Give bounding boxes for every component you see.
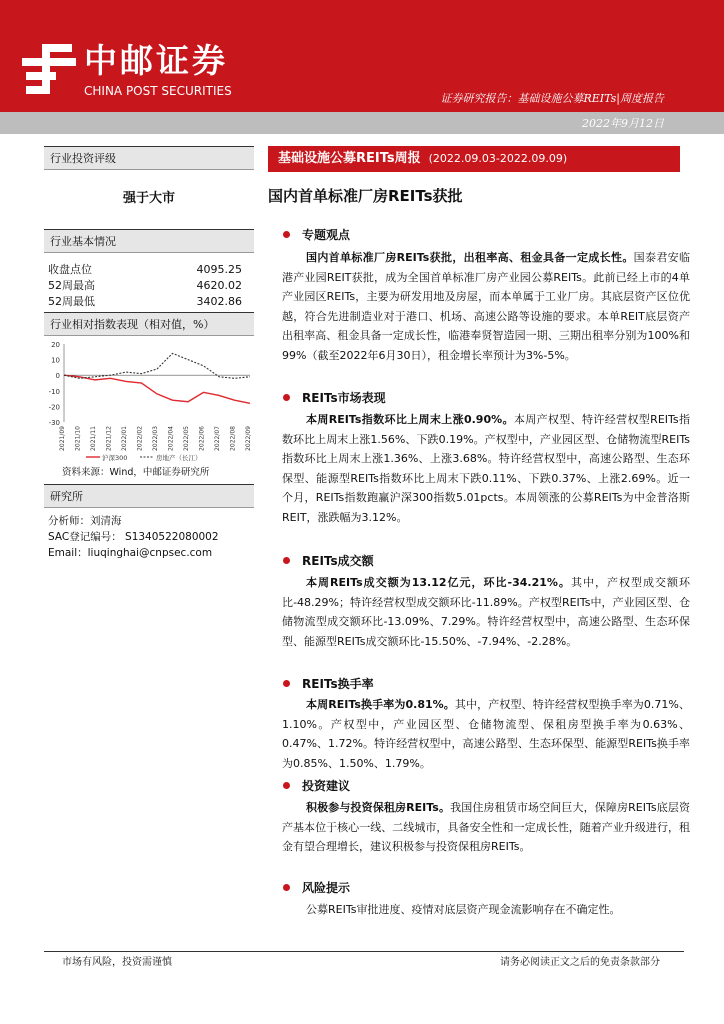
rating-value: 强于大市 xyxy=(122,191,175,206)
report-period: (2022.09.03-2022.09.09) xyxy=(428,152,568,165)
footer-divider xyxy=(44,951,684,952)
chart-source: 资料来源：Wind，中邮证券研究所 xyxy=(62,467,210,478)
brand-name-en: CHINA POST SECURITIES xyxy=(84,84,232,98)
section-bullet-icon xyxy=(283,557,290,564)
basic-row: 52周最低 3402.86 xyxy=(48,295,242,308)
y-tick-label: 20 xyxy=(51,341,60,349)
section-bullet-icon xyxy=(283,680,290,687)
section-paragraph: 本周REITs换手率为0.81%。其中，产权型、特许经营权型换手率为0.71%、1.10%。产权型中，产业园区型、仓储物流型、保租房型换手率为0.63%、0.47%、1.72%。特许经营权型中，高速公路型、生态环保型、能源型REITs换手率为0.85%、1.50%、1.79%。 xyxy=(282,698,690,770)
section-bullet-icon xyxy=(283,782,290,789)
report-date: 2022年9月12日 xyxy=(582,117,664,130)
report-subtitle: 国内首单标准厂房REITs获批 xyxy=(268,187,463,205)
x-tick-label: 2021/10 xyxy=(74,426,82,451)
legend-label-hs300: 沪深300 xyxy=(102,454,128,462)
series-line-realestate xyxy=(64,353,250,378)
report-title-bar xyxy=(268,146,680,172)
x-tick-label: 2022/02 xyxy=(136,426,144,451)
x-tick-label: 2021/11 xyxy=(90,426,97,451)
x-tick-label: 2021/12 xyxy=(105,426,113,451)
series-line-hs300 xyxy=(64,375,250,403)
x-tick-label: 2022/05 xyxy=(183,426,190,451)
rating-label: 行业投资评级 xyxy=(44,146,254,170)
perf-label: 行业相对指数表现（相对值，%） xyxy=(44,312,254,336)
legend-label-realestate: 房地产（长江） xyxy=(156,454,202,462)
footer-disclaimer-note: 请务必阅读正文之后的免责条款部分 xyxy=(500,957,660,968)
section-paragraph: 本周REITs指数环比上周末上涨0.90%。本周产权型、特许经营权型REITs指数环比上周末上涨1.56%、下跌0.19%。产权型中，产业园区型、仓储物流型REITs指数环比上周末上涨1.36%、上涨3.68%。特许经营权型中，高速公路型、生态环保型、能源型REITs指数环比上周末下跌0.11%、下跌0.37%、上涨2.69%。近一个月，REITs指数跑赢沪深300指数5.01pcts。本周领涨的公募REITs为中金普洛斯REIT，涨跌幅为3.12%。 xyxy=(282,413,690,524)
basic-row: 52周最高 4620.02 xyxy=(48,279,242,292)
x-tick-label: 2022/07 xyxy=(214,426,221,451)
x-tick-label: 2022/08 xyxy=(229,426,237,451)
brand-name-cn: 中邮证券 xyxy=(84,41,228,80)
basic-row: 收盘点位 4095.25 xyxy=(48,263,242,276)
report-type: 证券研究报告：基础设施公募REITs|周度报告 xyxy=(440,92,664,105)
y-tick-label: 0 xyxy=(55,372,60,381)
section-heading: REITs市场表现 xyxy=(302,391,386,405)
section-paragraph: 国内首单标准厂房REITs获批，出租率高、租金具备一定成长性。国泰君安临港产业园REIT获批，成为全国首单标准厂房产业园公募REITs。此前已经上市的4单产业园区REITs，主要为研发用地及房屋，而本单属于工业厂房。其底层资产区位优越，符合先进制造业对于港口、机场、高速公路等设施的要求。本单REIT底层资产出租率高、租金具备一定成长性，临港奉贤智造园一期、三期出租率分别为100%和99%（截至2022年6月30日），租金增长率预计为3%-5%。 xyxy=(282,251,691,362)
relative-index-chart xyxy=(40,338,254,466)
x-tick-label: 2022/03 xyxy=(152,426,159,451)
section-bullet-icon xyxy=(283,884,290,891)
section-bullet-icon xyxy=(283,394,290,401)
x-tick-label: 2021/09 xyxy=(59,426,66,451)
section-heading: 风险提示 xyxy=(302,881,351,895)
section-heading: 投资建议 xyxy=(302,779,351,793)
analyst-name: 分析师：刘清海 xyxy=(48,515,122,527)
y-tick-label: -30 xyxy=(48,419,60,427)
x-tick-label: 2022/09 xyxy=(245,426,252,451)
section-bullet-icon xyxy=(283,231,290,238)
x-tick-label: 2022/06 xyxy=(198,426,206,451)
section-heading: REITs换手率 xyxy=(302,677,374,691)
analyst-email: Email：liuqinghai@cnpsec.com xyxy=(48,547,213,559)
analyst-sac: SAC登记编号： S1340522080002 xyxy=(48,531,219,543)
report-title: 基础设施公募REITs周报 xyxy=(278,151,421,166)
x-tick-label: 2022/01 xyxy=(121,426,128,451)
x-tick-label: 2022/04 xyxy=(167,426,175,451)
y-tick-label: -10 xyxy=(48,387,60,396)
section-paragraph: 积极参与投资保租房REITs。我国住房租赁市场空间巨大，保障房REITs底层资产基本位于核心一线、二线城市，具备安全性和一定成长性，随着产业升级进行，租金有望合理增长，建议积极参与投资保租房REITs。 xyxy=(282,801,691,854)
section-paragraph: 本周REITs成交额为13.12亿元，环比-34.21%。其中，产权型成交额环比-48.29%；特许经营权型成交额环比-11.89%。产权型REITs中，产业园区型、仓储物流型成交额环比-13.09%、7.29%。特许经营权型中，高速公路型、生态环保型、能源型REITs成交额环比-15.50%、-7.94%、-2.28%。 xyxy=(282,576,691,648)
y-tick-label: -20 xyxy=(48,403,60,412)
footer-risk-note: 市场有风险，投资需谨慎 xyxy=(62,957,172,968)
section-paragraph: 公募REITs审批进度、疫情对底层资产现金流影响存在不确定性。 xyxy=(306,903,621,916)
section-heading: 专题观点 xyxy=(302,228,351,242)
research-label: 研究所 xyxy=(44,484,254,508)
section-heading: REITs成交额 xyxy=(302,554,374,568)
basic-info-label: 行业基本情况 xyxy=(44,229,254,253)
china-post-logo-icon xyxy=(22,44,76,94)
y-tick-label: 10 xyxy=(51,356,60,365)
